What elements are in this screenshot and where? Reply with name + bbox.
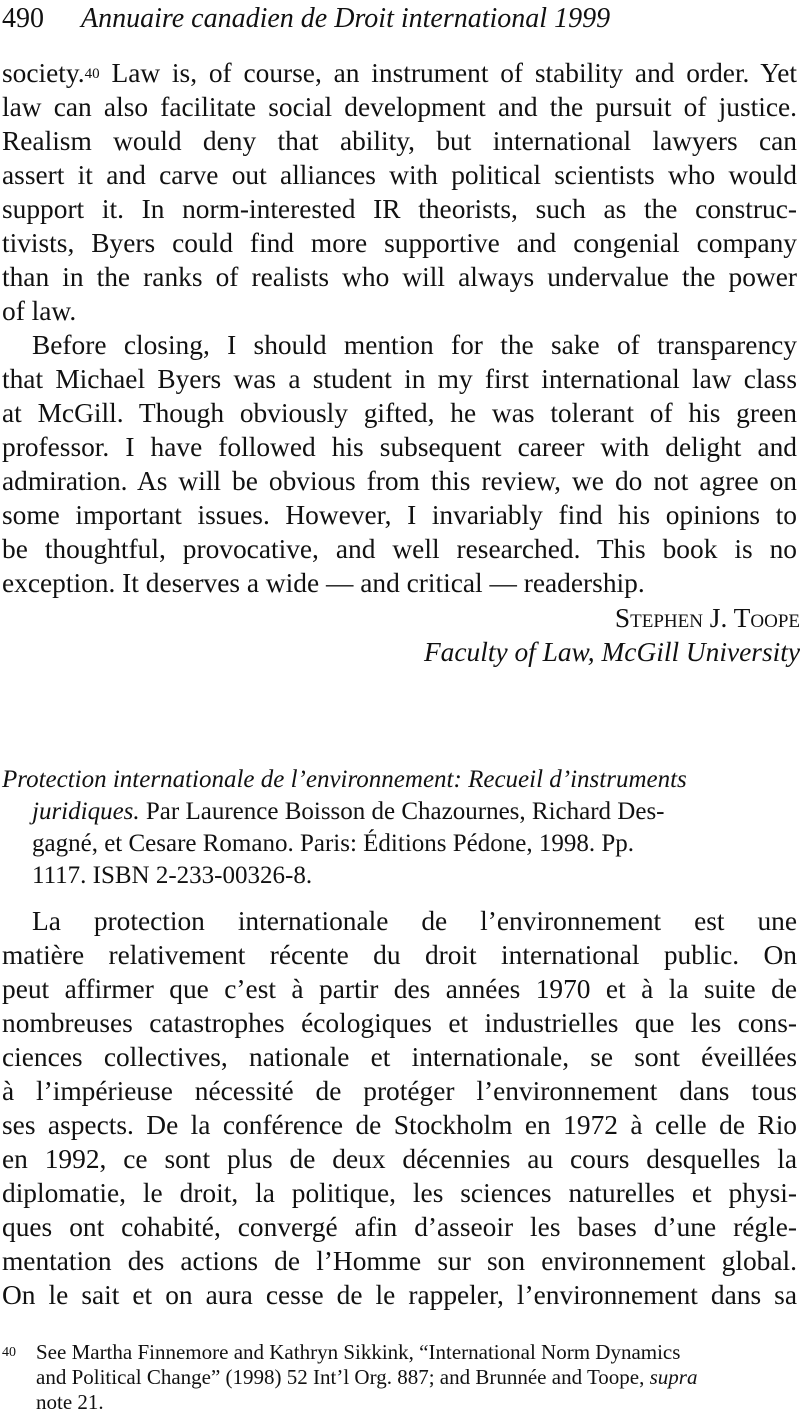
text-line: diplomatie, le droit, la politique, les sciences naturelles et physi- — [2, 1178, 797, 1208]
journal-title: Annuaire canadien de Droit international 1999 — [81, 3, 611, 34]
text-line: admiration. As will be obvious from this review, we do not agree on — [2, 466, 797, 496]
text-line: ciences collectives, nationale et internationale, se sont éveillées — [2, 1042, 797, 1072]
footnote-40 — [2, 1340, 798, 1415]
text-line: ses aspects. De la conférence de Stockholm en 1972 à celle de Rio — [2, 1110, 797, 1140]
footnote-line: note 21. — [36, 1390, 104, 1414]
text-line: support it. In norm-interested IR theorists, such as the construc- — [2, 194, 797, 224]
text-line: that Michael Byers was a student in my first international law class — [2, 364, 797, 394]
text-line: ques ont cohabité, convergé afin d’asseoir les bases d’une régle- — [2, 1212, 797, 1242]
reviewer-name: Stephen J. Toope — [614, 603, 800, 633]
reviewer-signature — [300, 601, 800, 669]
text-line: at McGill. Though obviously gifted, he was tolerant of his green — [2, 398, 797, 428]
text-line: tivists, Byers could find more supportive and congenial company — [2, 228, 797, 258]
citation-line: juridiques. Par Laurence Boisson de Chazournes, Richard Des- — [32, 798, 665, 825]
text-line: mentation des actions de l’Homme sur son environnement global. — [2, 1246, 797, 1276]
text-line: On le sait et on aura cesse de le rappeler, l’environnement dans sa — [2, 1280, 797, 1310]
footnote-line: 40 See Martha Finnemore and Kathryn Sikkink, “International Norm Dynamics — [2, 1340, 681, 1364]
text-line: of law. — [2, 296, 77, 326]
book-title: Protection internationale de l’environnement: Recueil d’instruments — [2, 766, 687, 793]
text-line: assert it and carve out alliances with political scientists who would — [2, 160, 797, 190]
paragraph-closing-review — [2, 56, 797, 328]
text-line: some important issues. However, I invariably find his opinions to — [2, 500, 797, 530]
footnote-line: and Political Change” (1998) 52 Int’l Org. 887; and Brunnée and Toope, supra — [36, 1365, 698, 1389]
text-line: en 1992, ce sont plus de deux décennies au cours desquelles la — [2, 1144, 797, 1174]
footnote-marker: 40 — [2, 1345, 16, 1360]
text-line: exception. It deserves a wide — and critical — readership. — [2, 568, 645, 598]
paragraph-transparency — [2, 328, 797, 600]
text-line: Realism would deny that ability, but international lawyers can — [2, 126, 797, 156]
text-line: peut affirmer que c’est à partir des années 1970 et à la suite de — [2, 974, 797, 1004]
text-line: nombreuses catastrophes écologiques et industrielles que les cons- — [2, 1008, 797, 1038]
citation-line: 1117. ISBN 2-233-00326-8. — [32, 862, 313, 889]
text-line: be thoughtful, provocative, and well researched. This book is no — [2, 534, 797, 564]
running-header — [2, 2, 792, 42]
text-line: law can also facilitate social development and the pursuit of justice. — [2, 92, 797, 122]
reviewer-affiliation: Faculty of Law, McGill University — [423, 637, 800, 667]
text-line: à l’impérieuse nécessité de protéger l’environnement dans tous — [2, 1076, 797, 1106]
text-line: Before closing, I should mention for the sake of transparency — [32, 330, 797, 360]
footnote-reference[interactable]: 40 — [84, 66, 100, 82]
book-citation — [2, 764, 800, 892]
citation-line: gagné, et Cesare Romano. Paris: Éditions Pédone, 1998. Pp. — [32, 830, 635, 857]
text-line: La protection internationale de l’environnement est une — [32, 906, 797, 936]
page-number: 490 — [2, 3, 44, 34]
text-line: society.$^{40}$ Law is, of course, an instrument of stability and order. Yet — [2, 58, 797, 88]
text-line: matière relativement récente du droit international public. On — [2, 940, 797, 970]
text-line: than in the ranks of realists who will always undervalue the power — [2, 262, 797, 292]
paragraph-review-intro — [2, 904, 797, 1312]
text-line: professor. I have followed his subsequent career with delight and — [2, 432, 797, 462]
